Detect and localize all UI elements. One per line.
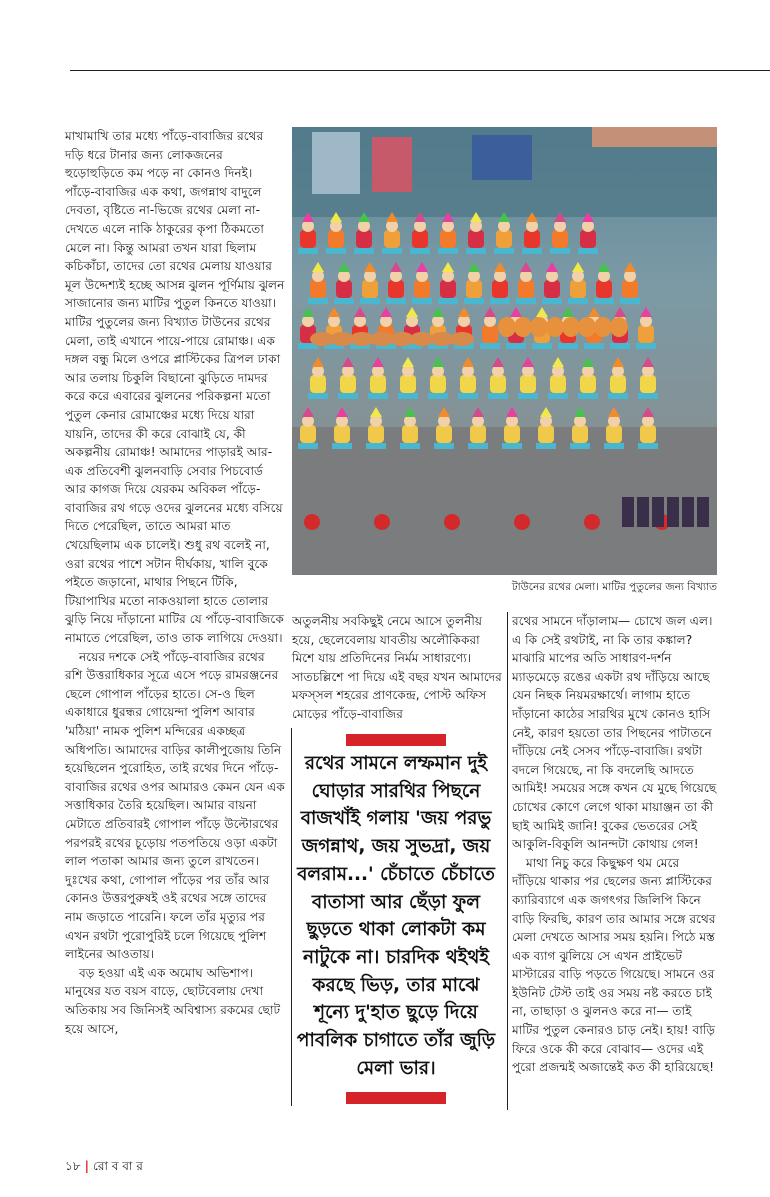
doll-body [356, 230, 372, 248]
article-column-1 [65, 127, 285, 1038]
horse-figure [450, 332, 474, 346]
doll-base [458, 393, 478, 399]
doll-body [466, 280, 482, 298]
doll-base [464, 298, 484, 304]
doll-body [524, 230, 540, 248]
doll-body [538, 425, 554, 443]
doll-base [438, 248, 458, 254]
doll-body [436, 425, 452, 443]
doll-base [298, 248, 318, 254]
red-ball [584, 514, 600, 530]
page-footer [65, 1158, 143, 1178]
doll-body [622, 280, 638, 298]
magazine-name: রো ব বা র [92, 1159, 143, 1173]
red-ball [374, 514, 390, 530]
photo-poster-left [312, 132, 360, 194]
doll-base [434, 443, 454, 449]
doll-base [360, 298, 380, 304]
doll-body [606, 425, 622, 443]
doll-base [584, 343, 604, 349]
doll-body [580, 375, 596, 393]
doll-base [578, 248, 598, 254]
doll-base [620, 298, 640, 304]
doll-base [518, 393, 538, 399]
pullquote-bottom-bar [346, 1092, 446, 1104]
doll-base [488, 393, 508, 399]
doll-base [368, 393, 388, 399]
doll-base [386, 298, 406, 304]
doll-base [398, 393, 418, 399]
doll-body [402, 425, 418, 443]
doll-base [570, 443, 590, 449]
doll-base [354, 248, 374, 254]
cow-figure [594, 317, 612, 337]
doll-base [550, 248, 570, 254]
doll-body [370, 375, 386, 393]
doll-base [466, 248, 486, 254]
doll-base [506, 343, 526, 349]
top-rule [70, 70, 770, 71]
page-number: ১৮ [65, 1159, 81, 1173]
clay-dolls-illustration [292, 127, 717, 575]
doll-base [366, 443, 386, 449]
fair-photo [292, 127, 717, 575]
doll-body [482, 325, 498, 343]
doll-base [382, 248, 402, 254]
doll-body [460, 375, 476, 393]
doll-body [384, 230, 400, 248]
cow-figure [562, 317, 580, 337]
doll-body [440, 280, 456, 298]
doll-body [310, 375, 326, 393]
dark-doll [622, 497, 634, 527]
doll-base [578, 393, 598, 399]
doll-base [332, 443, 352, 449]
doll-body [300, 230, 316, 248]
doll-body [504, 425, 520, 443]
doll-base [338, 393, 358, 399]
pull-quote [296, 728, 496, 1108]
doll-base [494, 248, 514, 254]
cow-figure [498, 317, 516, 337]
doll-body [640, 425, 656, 443]
red-ball [514, 514, 530, 530]
doll-body [430, 375, 446, 393]
doll-body [640, 375, 656, 393]
doll-body [520, 375, 536, 393]
doll-body [572, 425, 588, 443]
doll-body [580, 230, 596, 248]
red-ball [444, 514, 460, 530]
footer-separator: | [84, 1159, 89, 1173]
doll-body [496, 230, 512, 248]
pull-quote-text: রথের সামনে লম্ফমান দুই ঘোড়ার সারথির পিছনে বাজখাঁই গলায় 'জয় পরভু জগন্নাথ, জয় সুভদ্রা, জয় বলরাম...' চেঁচাতে চেঁচাতে বাতাসা আর ছেঁড়া ফুল ছুড়তে থাকা লোকটা কম নাটুকে না। চারদিক থইথই করছে ভিড়, তার মাঝে শূন্যে দু'হাত ছুড়ে দিয়ে পাবলিক চাগাতে তাঁর জুড়ি মেলা ভার। [296, 753, 496, 1079]
paragraph-1: মাখামাখি তার মধ্যে পাঁড়ে-বাবাজির রথের দড়ি ধরে টানার জন্য লোকজনের হুড়োহুড়িতে কম পড়ে না কোনও দিনই। পাঁড়ে-বাবাজির এক কথা, জগন্নাথ বাদুলে দেবতা, বৃষ্টিতে না-ভিজে রথের মেলা না-দেখতে এলে নাকি ঠাকুরের কৃপা ঠিকমতো মেলে না। কিন্তু আমরা তখন যারা ছিলাম কচিকাঁচা, তাদের তো রথের মেলায় যাওয়ার মূল উদ্দেশ্যই হচ্ছে আসন্ন ঝুলন পূর্ণিমায় ঝুলন সাজানোর জন্য মাটির পুতুল কিনতে যাওয়া। মাটির পুতুলের জন্য বিখ্যাত টাউনের রথের মেলা, তাই এখানে পায়ে-পায়ে রোমাঞ্চ। এক দঙ্গল বন্ধু মিলে ওপরে প্লাস্টিকের ত্রিপল ঢাকা আর তলায় চিকুলি বিছানো ঝুড়িতে দামদর করে করে এবারের ঝুলনের পরিকল্পনা মতো পুতুল কেনার রোমাঞ্চের মধ্যে দিয়ে যারা যায়নি, তাদের কী করে বোঝাই যে, কী অকল্পনীয় রোমাঞ্চ! আমাদের পাড়ারই আর-এক প্রতিবেশী ঝুলনবাড়ি সেবার পিচবোর্ড আর কাগজ দিয়ে যেরকম অবিকল পাঁড়ে-বাবাজির রথ গড়ে ওদের ঝুলনের মধ্যে বসিয়ে দিতে পেরেছিল, তাতে আমরা মাত খেয়েছিলাম এক চালেই। শুধু রথ বলেই না, ওরা রথের পাশে সটান দীর্ঘকায়, খালি বুকে পইতে জড়ানো, মাথার পিছনে টিকি, টিয়াপাখির মতো নাকওয়ালা হাতে তোলার ঝুড়ি নিয়ে দাঁড়ানো মাটির যে পাঁড়ে-বাবাজিকে নামাতে পেরেছিল, তাও তাক লাগিয়ে দেওয়া। [65, 129, 285, 646]
doll-base [308, 298, 328, 304]
doll-body [362, 280, 378, 298]
doll-base [638, 443, 658, 449]
doll-base [502, 443, 522, 449]
doll-body [492, 280, 508, 298]
doll-base [542, 298, 562, 304]
doll-base [412, 298, 432, 304]
paragraph-6: মাথা নিচু করে কিছুক্ষণ থম মেরে দাঁড়িয়ে থাকার পর ছেলের জন্য প্লাস্টিকের ক্যারিব্যাগে এক জগৎগর জিলিপি কিনে বাড়ি ফিরছি, কারণ তার আমার সঙ্গে রথের মেলা দেখতে আসার সময় হয়নি। পিঠে মস্ত এক ব্যাগ ঝুলিয়ে সে এখন প্রাইভেট মাস্টারের বাড়ি পড়তে গিয়েছে। সামনে ওর ইউনিট টেস্ট তাই ওর সময় নষ্ট করতে চাই না, তাছাড়া ও ঝুলনও করে না— তাই মাটির পুতুল কেনারও চাড় নেই। হায়! বাড়ি ফিরে ওকে কী করে বোঝাব— ওদের এই পুরো প্রজন্মই অজান্তেই কত কী হারিয়েছে! [512, 855, 716, 1075]
cow-figure [578, 317, 596, 337]
doll-base [298, 443, 318, 449]
doll-base [428, 393, 448, 399]
dark-doll [637, 497, 649, 527]
doll-body [414, 280, 430, 298]
photo-poster-right [472, 135, 532, 180]
doll-body [638, 325, 654, 343]
pullquote-left-rule [291, 728, 292, 1106]
pullquote-top-bar [346, 734, 446, 746]
doll-base [480, 343, 500, 349]
doll-base [558, 343, 578, 349]
doll-base [548, 393, 568, 399]
doll-base [308, 393, 328, 399]
doll-base [522, 248, 542, 254]
red-ball [304, 514, 320, 530]
doll-body [368, 425, 384, 443]
doll-body [310, 280, 326, 298]
dark-doll [667, 497, 679, 527]
doll-base [604, 443, 624, 449]
dark-doll [682, 497, 694, 527]
doll-base [608, 393, 628, 399]
article-column-3 [512, 612, 717, 1077]
cow-figure [514, 317, 532, 337]
doll-base [516, 298, 536, 304]
photo-poster-middle [372, 137, 412, 192]
article-column-2 [292, 612, 502, 724]
doll-body [468, 230, 484, 248]
doll-base [490, 298, 510, 304]
doll-body [596, 280, 612, 298]
dark-doll [652, 497, 664, 527]
cow-figure [546, 317, 564, 337]
paragraph-5: রথের সামনে দাঁড়ালাম— চোখে জল এল। এ কি সেই রথটাই, না কি তার কঙ্কাল? মাঝারি মাপের অতি সাধারণ-দর্শন ম্যাড়মেড়ে রঙের একটা রথ দাঁড়িয়ে আছে যেন নিছক নিয়মরক্ষার্থে। লাগাম হাতে দাঁড়ানো কাঠের সারথির মুখে কোনও হাসি নেই, কারণ হয়তো তার পিছনের পাটাতনে দাঁড়িয়ে নেই সেসব পাঁড়ে-বাবাজি। রথটা বদলে গিয়েছে, না কি বদলেছি আদতে আমিই! সময়ের সঙ্গে কখন যে মুছে গিয়েছে চোখের কোণে লেগে থাকা মায়াঞ্জন তা কী ছাই আমিই জানি! বুকের ভেতরের সেই আকুলি-বিকুলি আনন্দটা কোথায় গেল! [512, 614, 717, 852]
doll-base [594, 298, 614, 304]
photo-caption: টাউনের রথের মেলা। মাটির পুতুলের জন্য বিখ্যাত [511, 581, 717, 593]
doll-body [550, 375, 566, 393]
photo-hand [592, 127, 717, 147]
doll-base [638, 393, 658, 399]
doll-body [610, 375, 626, 393]
cow-figure [530, 317, 548, 337]
doll-base [532, 343, 552, 349]
dark-doll [697, 497, 709, 527]
doll-body [544, 280, 560, 298]
paragraph-3: বড় হওয়া এই এক অমোঘ অভিশাপ। মানুষের যত বয়স বাড়ে, ছোটবেলায় দেখা অতিকায় সব জিনিসই অবিশ্বাস্য রকমের ছোট হয়ে আসে, [65, 965, 281, 1036]
doll-body [470, 425, 486, 443]
doll-base [468, 443, 488, 449]
doll-body [490, 375, 506, 393]
doll-body [518, 280, 534, 298]
doll-base [636, 343, 656, 349]
cow-figure [610, 317, 628, 337]
doll-body [412, 230, 428, 248]
doll-body [440, 230, 456, 248]
doll-base [610, 343, 630, 349]
paragraph-4: অতুলনীয় সবকিছুই নেমে আসে তুলনীয় হয়ে, ছেলেবেলায় যাবতীয় অলৌকিকরা মিশে যায় প্রতিদিনের নির্মম সাধারণ্যে। সাতচল্লিশে পা দিয়ে এই বছর যখন আমাদের মফস্সল শহরের প্রাণকেন্দ্র, পোস্ট অফিস মোড়ের পাঁড়ে-বাবাজির [292, 614, 502, 721]
doll-base [334, 298, 354, 304]
doll-body [300, 425, 316, 443]
paragraph-2: নয়ের দশকে সেই পাঁড়ে-বাবাজির রথের রশি উত্তরাধিকার সূত্রে এসে পড়ে রামরঞ্জনের ছেলে গোপাল পাঁড়ের হাতে। সে-ও ছিল একাধারে ধুরন্ধর গোয়েন্দা পুলিশ আবার 'মঠিয়া' নামক পুলিশ মন্দিরের একচ্ছত্র অধিপতি। আমাদের বাড়ির কালীপুজোয় তিনি হয়েছিলেন পুরোহিত, তাই রথের দিনে পাঁড়ে-বাবাজির রথের ওপর আমারও কেমন যেন এক সত্তাধিকার তৈরি হয়েছিল। আমার বায়না মেটাতে প্রতিবারই গোপাল পাঁড়ে উল্টোরথের পরপরই রথের চূড়োয় পতপতিয়ে ওড়া একটা লাল পতাকা আমার জন্য তুলে রাখতেন। দুঃখের কথা, গোপাল পাঁড়ের পর তাঁর আর কোনও উত্তরপুরুষই ওই রথের সঙ্গে তাদের নাম জড়াতে পারেনি। ফলে তাঁর মৃত্যুর পর এখন রথটা পুরোপুরিই চলে গিয়েছে পুলিশ লাইনের আওতায়। [65, 649, 285, 962]
doll-body [336, 280, 352, 298]
column-divider [507, 612, 508, 1110]
doll-body [388, 280, 404, 298]
doll-body [334, 425, 350, 443]
doll-body [570, 280, 586, 298]
doll-base [410, 248, 430, 254]
doll-body [328, 230, 344, 248]
doll-base [568, 298, 588, 304]
doll-base [438, 298, 458, 304]
doll-body [340, 375, 356, 393]
doll-base [400, 443, 420, 449]
doll-body [400, 375, 416, 393]
doll-body [552, 230, 568, 248]
doll-base [536, 443, 556, 449]
doll-base [326, 248, 346, 254]
